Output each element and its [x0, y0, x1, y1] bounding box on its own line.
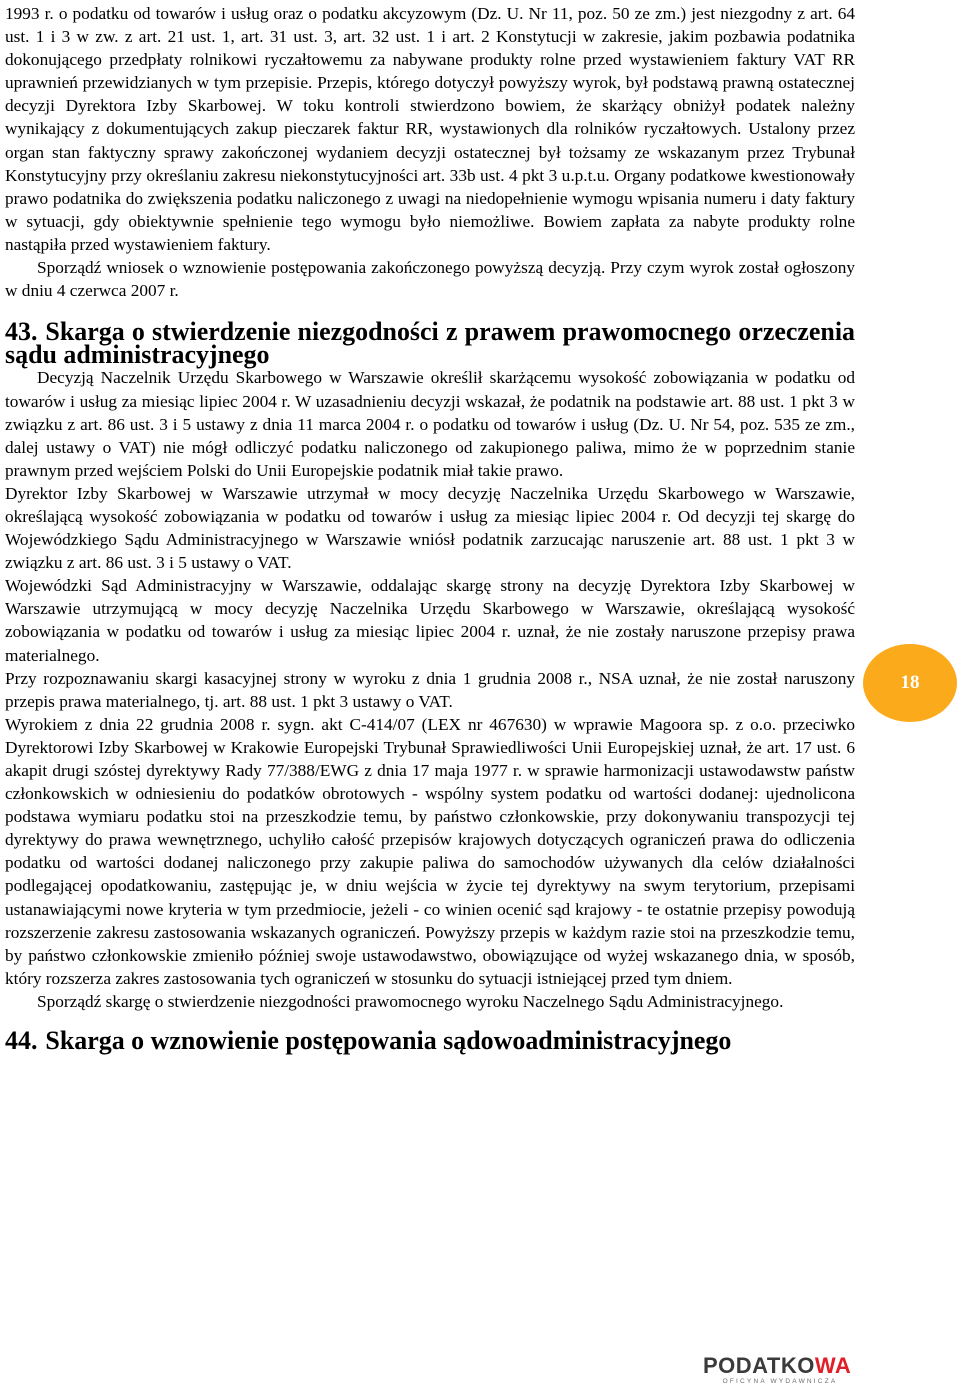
paragraph-task: Sporządź skargę o stwierdzenie niezgodności prawomocnego wyroku Naczelnego Sądu Administracyjnego.	[37, 991, 784, 1011]
paragraph: Dyrektor Izby Skarbowej w Warszawie utrzymał w mocy decyzję Naczelnika Urzędu Skarbowego w Warszawie, określającą wysokość zobowiązania w podatku od towarów i usług za miesiąc lipiec 2004 r. Od decyzji tej skargę do Wojewódzkiego Sądu Administracyjnego w Warszawie wniósł podatnik zarzucając naruszenie art. 88 ust. 1 pkt 3 w związku z art. 86 ust. 3 i 5 ustawy o VAT.	[5, 483, 855, 573]
paragraph: Decyzją Naczelnik Urzędu Skarbowego w Warszawie określił skarżącemu wysokość zobowiązania w podatku od towarów i usług za miesiąc lipiec 2004 r. W uzasadnieniu decyzji wskazał, że podatnik na podstawie art. 88 ust. 1 pkt 3 w związku z art. 86 ust. 3 i 5 ustawy z dnia 11 marca 2004 r. o podatku od towarów i usług (Dz. U. Nr 54, poz. 535 ze zm., dalej ustawy o VAT) nie mógł odliczyć podatku naliczonego od zakupionego paliwa, mimo że w poprzednim stanie prawnym przed wejściem Polski do Unii Europejskie podatnik miał takie prawo.	[5, 368, 855, 480]
section-number: 43.	[5, 317, 38, 347]
section-heading-43	[5, 317, 855, 370]
paragraph: Przy rozpoznawaniu skargi kasacyjnej strony w wyroku z dnia 1 grudnia 2008 r., NSA uznał, że nie został naruszony przepis prawa materialnego, tj. art. 88 ust. 1 pkt 3 ustawy o VAT.	[5, 668, 855, 711]
publisher-logo	[703, 1354, 857, 1388]
logo-wordmark: PODATKOWA	[703, 1353, 852, 1378]
section-heading-44	[5, 1026, 855, 1056]
paragraph: Wojewódzki Sąd Administracyjny w Warszawie, oddalając skargę strony na decyzję Dyrektora Izby Skarbowej w Warszawie utrzymującą w mocy decyzję Naczelnika Urzędu Skarbowego w Warszawie, określającą wysokość zobowiązania w podatku od towarów i usług za miesiąc lipiec 2004 r. uznał, że nie zostały naruszone przepisy prawa materialnego.	[5, 576, 855, 665]
document-body	[5, 2, 855, 1056]
section-title: Skarga o wznowienie postępowania sądowoadministracyjnego	[45, 1026, 732, 1056]
page-number-badge	[862, 643, 958, 723]
page-number: 18	[900, 672, 920, 693]
paragraph: Wyrokiem z dnia 22 grudnia 2008 r. sygn. akt C-414/07 (LEX nr 467630) w wprawie Magoora sp. z o.o. przeciwko Dyrektorowi Izby Skarbowej w Krakowie Europejski Trybunał Sprawiedliwości Unii Europejskiej uznał, że art. 17 ust. 6 akapit drugi szóstej dyrektywy Rady 77/388/EWG z dnia 17 maja 1977 r. w sprawie harmonizacji ustawodawstw państw członkowskich w odniesieniu do podatków obrotowych - wspólny system podatku od wartości dodanej: ujednolicona podstawa wymiaru podatku stoi na przeszkodzie temu, by państwo członkowskie, przy dokonywaniu transpozycji tej dyrektywy do prawa wewnętrznego, uchyliło całość przepisów krajowych dotyczących ograniczeń prawa do odliczenia podatku od wartości dodanej naliczonego przy zakupie paliwa do samochodów używanych dla celów działalności podlegającej opodatkowaniu, zastępując je, w dniu wejścia w życie tej dyrektywy na swym terytorium, przepisami ustanawiającymi nowe kryteria w tym przedmiocie, jeżeli - co winien ocenić sąd krajowy - te ostatnie przepisy powodują rozszerzenie zakresu zastosowania wskazanych ograniczeń. Powyższy przepis w każdym razie stoi na przeszkodzie temu, by państwo członkowskie zmieniło później swoje ustawodawstwo, obowiązujące od wyżej wskazanego dnia, w sposób, który rozszerza zakres zastosowania tych ograniczeń w stosunku do sytuacji istniejącej przed tym dniem.	[5, 714, 855, 988]
logo-tagline: OFICYNA WYDAWNICZA	[722, 1378, 838, 1385]
section-number: 44.	[5, 1026, 38, 1056]
paragraph-task: Sporządź wniosek o wznowienie postępowania zakończonego powyższą decyzją. Przy czym wyrok został ogłoszony w dniu 4 czerwca 2007 r.	[5, 258, 855, 301]
paragraph: 1993 r. o podatku od towarów i usług oraz o podatku akcyzowym (Dz. U. Nr 11, poz. 50 ze zm.) jest niezgodny z art. 64 ust. 1 i 3 w zw. z art. 21 ust. 1, art. 31 ust. 3, art. 32 ust. 1 i art. 2 Konstytucji w zakresie, jakim pozbawia podatnika dokonującego przedpłaty rolnikowi ryczałtowemu za nabywane produkty rolne przed wystawieniem faktury VAT RR uprawnień przewidzianych w tym przepisie. Przepis, którego dotyczył powyższy wyrok, był podstawą prawną ostatecznej decyzji Dyrektora Izby Skarbowej. W toku kontroli stwierdzono bowiem, że skarżący obniżył podatek należny wynikający z dokumentujących zakup pieczarek faktur RR, wystawionych dla rolników ryczałtowych. Ustalony przez organ stan faktyczny sprawy zakończonej wydaniem decyzji ostatecznej był tożsamy ze wskazanym przez Trybunał Konstytucyjny przy określaniu zakresu niekonstytucyjności art. 33b ust. 4 pkt 3 u.p.t.u. Organy podatkowe kwestionowały prawo podatnika do zwiększenia podatku naliczonego z uwagi na niedopełnienie wymogu wpisania numeru i daty faktury w sytuacji, gdy obiektywnie spełnienie tego wymogu było niemożliwe. Bowiem zapłata za nabyte produkty rolne nastąpiła przed wystawieniem faktury.	[5, 4, 855, 254]
section-title: Skarga o stwierdzenie niezgodności z prawem prawomocnego orzeczenia sądu administracyjnego	[5, 317, 855, 370]
